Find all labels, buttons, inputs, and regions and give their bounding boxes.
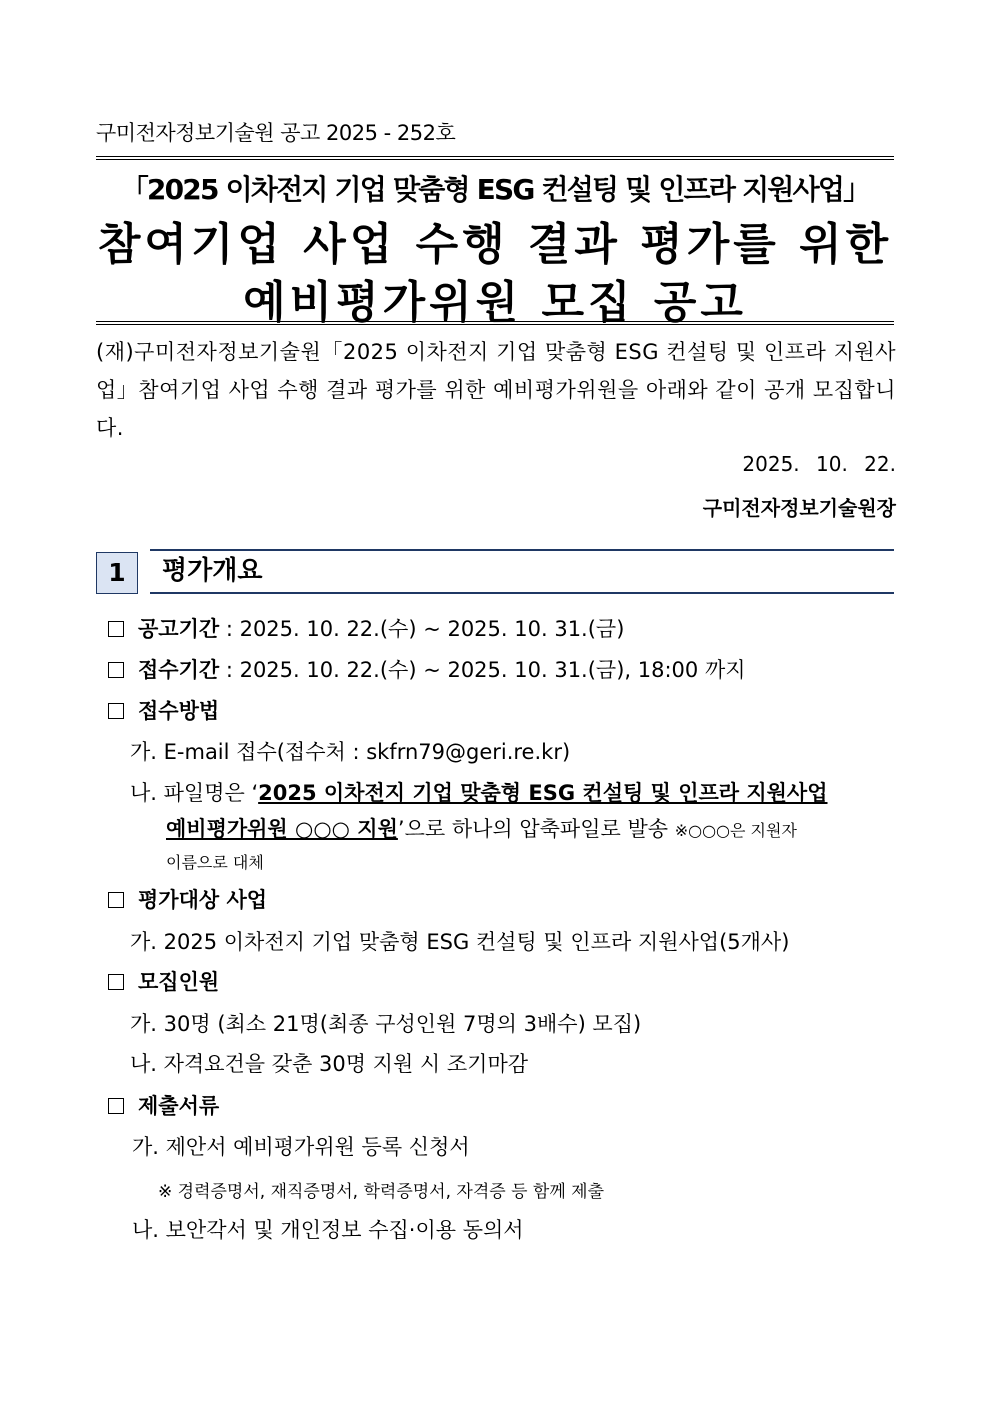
documents-item-b: 나. 보안각서 및 개인정보 수집·이용 동의서 bbox=[132, 1218, 524, 1242]
section-number: 1 bbox=[96, 552, 138, 594]
target-project-label: 평가대상 사업 bbox=[138, 888, 268, 912]
item-b-prefix: 나. 파일명은 ‘ bbox=[130, 781, 259, 805]
documents-label: 제출서류 bbox=[138, 1094, 220, 1118]
checkbox-bullet bbox=[108, 703, 124, 719]
reception-method-label: 접수방법 bbox=[138, 699, 220, 723]
reception-method bbox=[108, 695, 219, 725]
checkbox-bullet bbox=[108, 662, 124, 678]
reception-method-item-b bbox=[130, 774, 898, 812]
recruitment bbox=[108, 966, 219, 996]
checkbox-bullet bbox=[108, 892, 124, 908]
checkbox-bullet bbox=[108, 974, 124, 990]
reception-period bbox=[108, 654, 746, 684]
checkbox-bullet bbox=[108, 621, 124, 637]
announcement-period-value: : 2025. 10. 22.(수) ~ 2025. 10. 31.(금) bbox=[219, 617, 625, 641]
checkbox-bullet bbox=[108, 1098, 124, 1114]
announcement-period-label: 공고기간 bbox=[138, 617, 220, 641]
item-b-note: ※○○○은 지원자 bbox=[674, 821, 797, 840]
reception-period-label: 접수기간 bbox=[138, 658, 220, 682]
notice-date: 2025. 10. 22. bbox=[742, 452, 896, 476]
item-b-filename-1: 2025 이차전지 기업 맞춤형 ESG 컨설팅 및 인프라 지원사업 bbox=[258, 781, 828, 805]
recruitment-label: 모집인원 bbox=[138, 970, 220, 994]
announcement-period bbox=[108, 613, 624, 643]
target-project bbox=[108, 884, 267, 914]
reception-method-item-a: 가. E-mail 접수(접수처 : skfrn79@geri.re.kr) bbox=[130, 740, 571, 764]
title-top-rule bbox=[96, 156, 894, 160]
section-title: 평가개요 bbox=[150, 549, 894, 594]
documents-item-a-note: ※ 경력증명서, 재직증명서, 학력증명서, 자격증 등 함께 제출 bbox=[158, 1182, 604, 1202]
reception-period-value: : 2025. 10. 22.(수) ~ 2025. 10. 31.(금), 18:00 까지 bbox=[219, 658, 746, 682]
target-project-item-a: 가. 2025 이차전지 기업 맞춤형 ESG 컨설팅 및 인프라 지원사업(5개사) bbox=[130, 930, 790, 954]
item-b-filename-2: 예비평가위원 ○○○ 지원 bbox=[166, 817, 398, 841]
item-b-suffix: ’으로 하나의 압축파일로 발송 bbox=[397, 817, 675, 841]
recruitment-item-a: 가. 30명 (최소 21명(최종 구성인원 7명의 3배수) 모집) bbox=[130, 1012, 642, 1036]
title-line-2: 예비평가위원 모집 공고 bbox=[243, 277, 747, 328]
reception-method-item-b-cont bbox=[166, 810, 898, 850]
documents-item-a: 가. 제안서 예비평가위원 등록 신청서 bbox=[132, 1135, 470, 1159]
program-title: 「2025 이차전지 기업 맞춤형 ESG 컨설팅 및 인프라 지원사업」 bbox=[120, 173, 870, 206]
notice-number: 구미전자정보기술원 공고 2025 - 252호 bbox=[96, 121, 456, 145]
item-b-note-cont: 이름으로 대체 bbox=[166, 853, 264, 872]
signature: 구미전자정보기술원장 bbox=[702, 496, 896, 520]
title-bottom-rule bbox=[96, 321, 894, 325]
documents bbox=[108, 1090, 219, 1120]
recruitment-item-b: 나. 자격요건을 갖춘 30명 지원 시 조기마감 bbox=[130, 1052, 529, 1076]
title-line-1: 참여기업 사업 수행 결과 평가를 위한 bbox=[97, 219, 893, 270]
intro-paragraph: (재)구미전자정보기술원「2025 이차전지 기업 맞춤형 ESG 컨설팅 및 인프라 지원사업」참여기업 사업 수행 결과 평가를 위한 예비평가위원을 아래와 같이 공개 모집합니다. bbox=[96, 340, 896, 440]
